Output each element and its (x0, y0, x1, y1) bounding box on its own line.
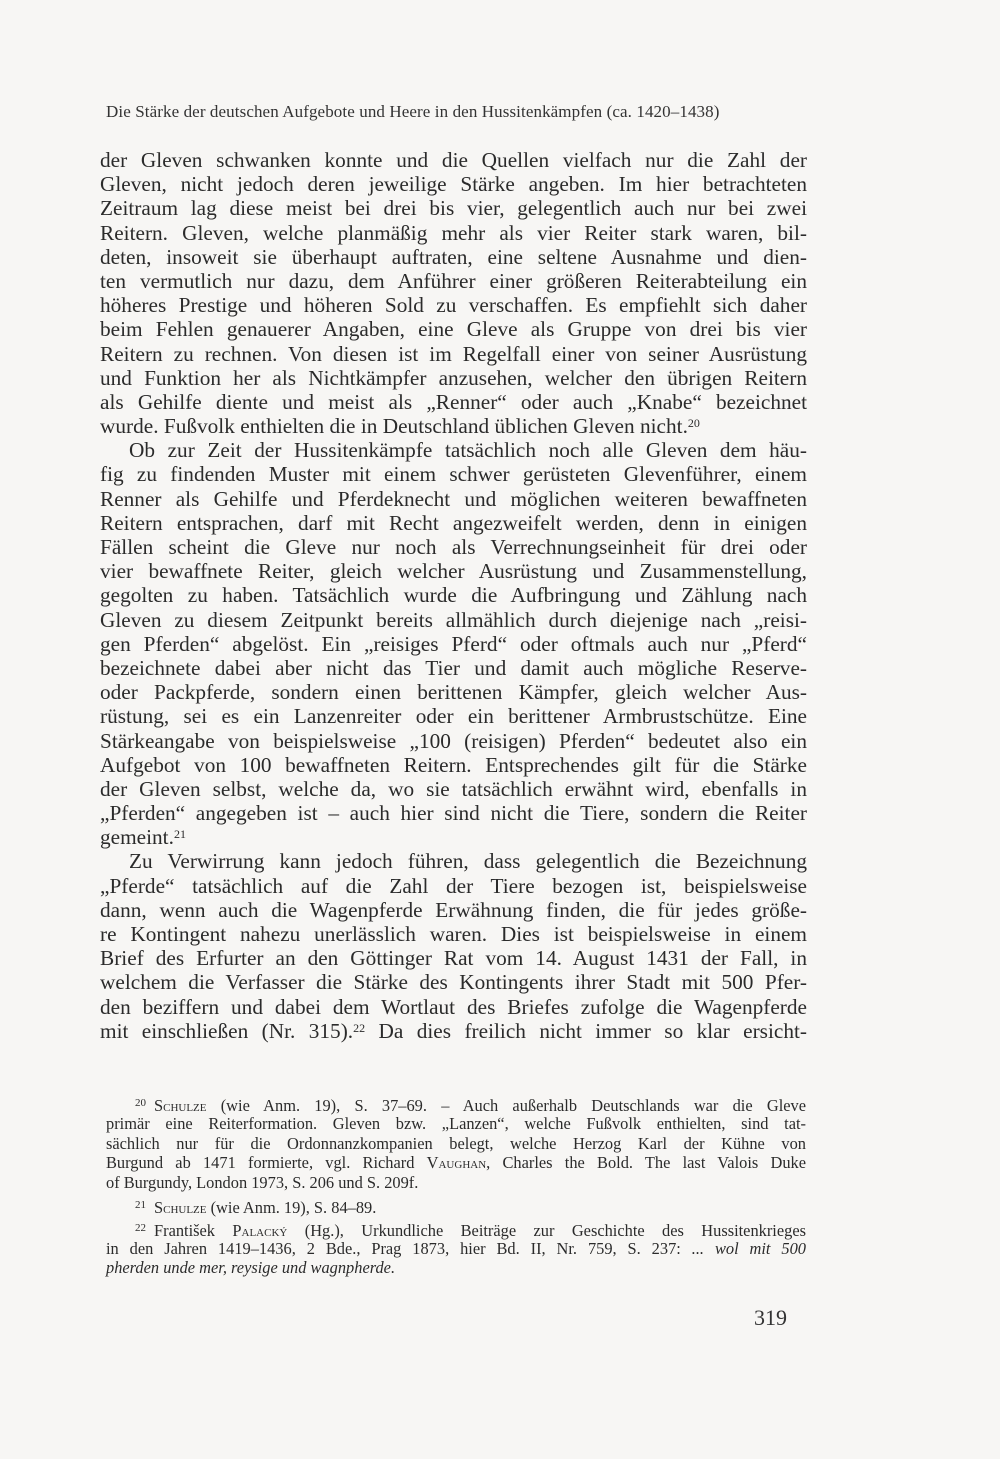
text-line: bezeichnete dabei aber nicht das Tier und damit auch mögliche Reserve- (100, 655, 807, 680)
text-line: höheres Prestige und höheren Sold zu verschaffen. Es empfiehlt sich daher (100, 293, 807, 318)
text-line: der Gleven schwanken konnte und die Quellen vielfach nur die Zahl der (100, 148, 807, 172)
text-line: Fällen scheint die Gleve nur noch als Verrechnungseinheit für drei oder (100, 535, 807, 559)
text-line: und Funktion her als Nichtkämpfer anzusehen, welcher den übrigen Reitern (100, 365, 807, 390)
author-name: Palacký (232, 1220, 288, 1240)
footnote-line: primär eine Reiterformation. Gleven bzw. „Lanzen“, welche Fußvolk enthielten, sind tat- (106, 1113, 806, 1133)
author-name: Schulze (154, 1197, 207, 1217)
footnote-line: Burgund ab 1471 formierte, vgl. Richard Vaughan, Charles the Bold. The last Valois Duke (106, 1153, 806, 1173)
text-line: der Gleven selbst, welche da, wo sie tatsächlich erwähnt wird, ebenfalls in (100, 776, 807, 801)
text-line: rüstung, sei es ein Lanzenreiter oder ein berittener Armbrustschütze. Eine (100, 704, 807, 729)
text-line: dann, wenn auch die Wagenpferde Erwähnung finden, die für jedes größe- (100, 897, 807, 922)
text-line: ten vermutlich nur dazu, dem Anführer einer größeren Reiterabteilung ein (100, 268, 807, 293)
text-line: gen Pferden“ abgelöst. Ein „reisiges Pferd“ oder oftmals auch nur „Pferd“ (100, 631, 807, 656)
text-line: beim Fehlen genauerer Angaben, eine Gleve als Gruppe von drei bis vier (100, 317, 807, 342)
text-line: Reitern entsprachen, darf mit Recht angezweifelt werden, denn in einigen (100, 510, 807, 535)
text-line: Aufgebot von 100 bewaffneten Reitern. Entsprechendes gilt für die Stärke (100, 752, 807, 777)
text-line: Stärkeangabe von beispielsweise „100 (reisigen) Pferden“ bedeutet also ein (100, 728, 807, 753)
text-line: gegolten zu haben. Tatsächlich wurde die Aufbringung und Zählung nach (100, 583, 807, 608)
author-name: Schulze (154, 1096, 207, 1115)
footnote-line: $^{20}$ Schulze (wie Anm. 19), S. 37–69. – Auch außerhalb Deutschlands war die Gleve (135, 1096, 806, 1115)
text-line: Zu Verwirrung kann jedoch führen, dass gelegentlich die Bezeichnung (129, 849, 807, 874)
text-line: gemeint.$^{21}$ (100, 825, 186, 850)
footnote-number: 21 (135, 1198, 146, 1211)
footnote-line: of Burgundy, London 1973, S. 206 und S. 209f. (106, 1173, 419, 1193)
text-line: „Pferden“ angegeben ist – auch hier sind nicht die Tiere, sondern die Reiter (100, 801, 807, 826)
text-line: Reitern zu rechnen. Von diesen ist im Regelfall einer von seiner Ausrüstung (100, 341, 807, 366)
text-line: als Gehilfe diente und meist als „Renner“ oder auch „Knabe“ bezeichnet (100, 389, 807, 414)
text-line: wurde. Fußvolk enthielten die in Deutschland üblichen Gleven nicht.$^{20}$ (100, 414, 700, 439)
footnote-line: sächlich nur für die Ordonnanzkompanien belegt, welche Herzog Karl der Kühne von (106, 1133, 806, 1153)
footnote-line: $^{21}$ Schulze (wie Anm. 19), S. 84–89. (135, 1197, 377, 1217)
text-line: Zeitraum lag diese meist bei drei bis vier, gelegentlich auch nur bei zwei (100, 196, 807, 221)
text-line: fig zu findenden Muster mit einem schwer gerüsteten Glevenführer, einem (100, 462, 807, 487)
body-text (100, 148, 807, 1043)
author-name: Vaughan (426, 1153, 487, 1173)
text-line: Renner als Gehilfe und Pferdeknecht und möglichen weiteren bewaffneten (100, 486, 807, 511)
footnote-line: in den Jahren 1419–1436, 2 Bde., Prag 1873, hier Bd. II, Nr. 759, S. 237: ... wol mit 500 (106, 1238, 806, 1258)
footnote-number: 22 (135, 1221, 146, 1234)
footnotes (106, 1094, 806, 1281)
footnote-line (106, 1258, 806, 1278)
text-line: vier bewaffnete Reiter, gleich welcher Ausrüstung und Zusammenstellung, (100, 559, 807, 584)
text-line: „Pferde“ tatsächlich auf die Zahl der Tiere bezogen ist, beispielsweise (100, 873, 807, 898)
running-head: Die Stärke der deutschen Aufgebote und Heere in den Hussitenkämpfen (ca. 1420–1438) (106, 102, 720, 121)
text-line: Gleven, nicht jedoch deren jeweilige Stärke angeben. Im hier betrachteten (100, 172, 807, 197)
quoted-source: pherden unde mer, reysige und wagnpherde. (106, 1258, 396, 1278)
note-ref: 22 (353, 1020, 366, 1035)
page-number: 319 (754, 1305, 787, 1330)
text-line: mit einschließen (Nr. 315).$^{22}$ Da dies freilich nicht immer so klar ersicht- (100, 1018, 807, 1043)
footnote (106, 1219, 806, 1278)
footnote-number: 20 (135, 1097, 146, 1109)
text-line: Ob zur Zeit der Hussitenkämpfe tatsächlich noch alle Gleven dem häu- (129, 438, 807, 463)
text-line: den beziffern und dabei dem Wortlaut des Briefes zufolge die Wagenpferde (100, 994, 807, 1019)
text-line: Brief des Erfurter an den Göttinger Rat vom 14. August 1431 der Fall, in (100, 946, 807, 971)
footnote (106, 1196, 806, 1216)
footnote (106, 1094, 806, 1193)
text-line: oder Packpferde, sondern einen berittenen Kämpfer, gleich welcher Aus- (100, 680, 807, 705)
quoted-source: ... wol mit 500 (691, 1238, 806, 1258)
text-line: deten, insoweit sie überhaupt auftraten, eine seltene Ausnahme und dien- (100, 244, 807, 269)
text-line: re Kontingent nahezu unerlässlich waren. Dies ist beispielsweise in einem (100, 922, 807, 946)
text-line: Gleven zu diesem Zeitpunkt bereits allmählich durch diejenige nach „reisi- (100, 607, 807, 632)
note-ref: 21 (173, 827, 186, 842)
text-line: Reitern. Gleven, welche planmäßig mehr als vier Reiter stark waren, bil- (100, 220, 807, 245)
footnote-line: $^{22}$ František Palacký (Hg.), Urkundliche Beiträge zur Geschichte des Hussitenkrieges (135, 1220, 806, 1240)
text-line: welchem die Verfasser die Stärke des Kontingents ihrer Stadt mit 500 Pfer- (100, 970, 807, 995)
note-ref: 20 (687, 416, 700, 431)
